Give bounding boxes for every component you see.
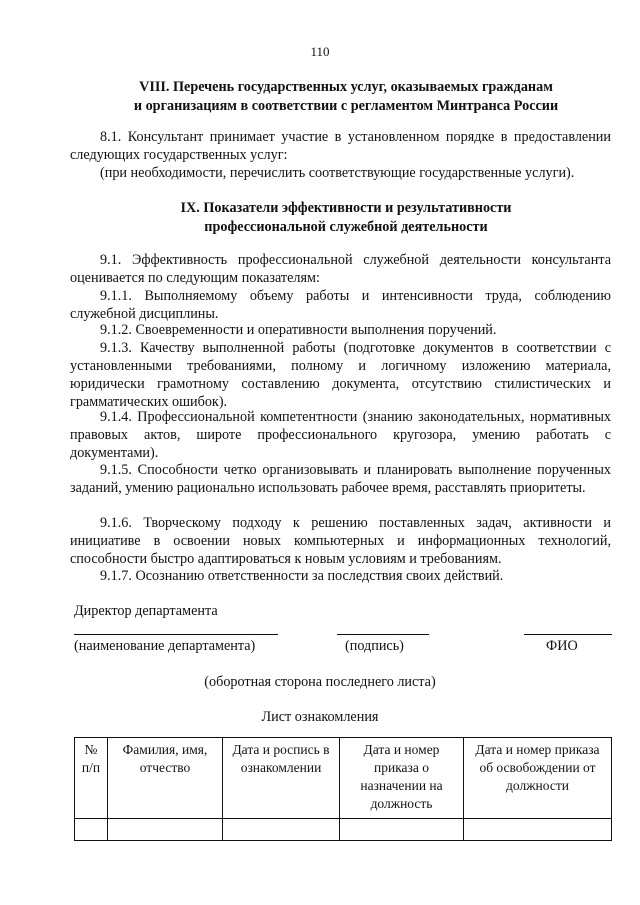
paragraph-9-1: 9.1. Эффективность профессиональной служебной деятельности консультанта оценивается по следующим показателям: bbox=[70, 252, 611, 286]
paragraph-8-1: 8.1. Консультант принимает участие в установленном порядке в предоставлении следующих государственных услуг: bbox=[70, 129, 611, 163]
table-cell bbox=[108, 819, 223, 841]
table-header-row bbox=[75, 738, 612, 819]
paragraph-9-1-6: 9.1.6. Творческому подходу к решению поставленных задач, активности и инициативе в освоении новых компьютерных и информационных технологий, способности быстро адаптироваться к новым условиям и требованиям. bbox=[70, 515, 611, 567]
department-caption: (наименование департамента) bbox=[74, 638, 256, 654]
header-dismissal-order: Дата и номер приказа об освобождении от должности bbox=[464, 738, 612, 819]
reverse-side-note: (оборотная сторона последнего листа) bbox=[204, 674, 436, 690]
paragraph-9-1-7: 9.1.7. Осознанию ответственности за последствия своих действий. bbox=[100, 568, 504, 584]
signature-line bbox=[337, 634, 429, 635]
acknowledgement-table bbox=[74, 737, 612, 841]
department-line bbox=[74, 634, 278, 635]
paragraph-8-note: (при необходимости, перечислить соответствующие государственные услуги). bbox=[100, 165, 575, 181]
table-cell bbox=[223, 819, 340, 841]
signature-caption: (подпись) bbox=[345, 638, 404, 654]
paragraph-9-1-5: 9.1.5. Способности четко организовывать и планировать выполнение порученных заданий, умению рационально использовать рабочее время, расставлять приоритеты. bbox=[70, 462, 611, 496]
header-number: № п/п bbox=[75, 738, 108, 819]
table-cell bbox=[464, 819, 612, 841]
section-8-title-line1: VIII. Перечень государственных услуг, оказываемых гражданам bbox=[139, 79, 553, 95]
section-9-title-line1: IX. Показатели эффективности и результативности bbox=[180, 200, 512, 216]
section-9-title-line2: профессиональной служебной деятельности bbox=[204, 219, 488, 235]
acknowledgement-title: Лист ознакомления bbox=[261, 709, 379, 725]
paragraph-9-1-4: 9.1.4. Профессиональной компетентности (знанию законодательных, нормативных правовых актов, широте профессионального кругозора, умению работать с документами). bbox=[70, 409, 611, 461]
table-cell bbox=[75, 819, 108, 841]
header-date-signature: Дата и роспись в ознакомлении bbox=[223, 738, 340, 819]
paragraph-9-1-1: 9.1.1. Выполняемому объему работы и интенсивности труда, соблюдению служебной дисциплины. bbox=[70, 288, 611, 322]
table-row bbox=[75, 819, 612, 841]
page-number: 110 bbox=[310, 44, 330, 59]
section-8-title-line2: и организациям в соответствии с регламентом Минтранса России bbox=[133, 98, 559, 114]
paragraph-9-1-2: 9.1.2. Своевременности и оперативности выполнения поручений. bbox=[100, 322, 497, 338]
table-cell bbox=[340, 819, 464, 841]
paragraph-9-1-3: 9.1.3. Качеству выполненной работы (подготовке документов в соответствии с установленными требованиями, полному и логичному изложению материала, юридически грамотному составлению документа, отсутствию стилистических и грамматических ошибок). bbox=[70, 340, 611, 410]
header-full-name: Фамилия, имя, отчество bbox=[108, 738, 223, 819]
director-label: Директор департамента bbox=[74, 603, 218, 619]
fio-caption: ФИО bbox=[546, 638, 578, 654]
section-9-heading bbox=[70, 199, 622, 237]
fio-line bbox=[524, 634, 612, 635]
section-8-heading bbox=[70, 78, 622, 116]
header-appointment-order: Дата и номер приказа о назначении на должность bbox=[340, 738, 464, 819]
